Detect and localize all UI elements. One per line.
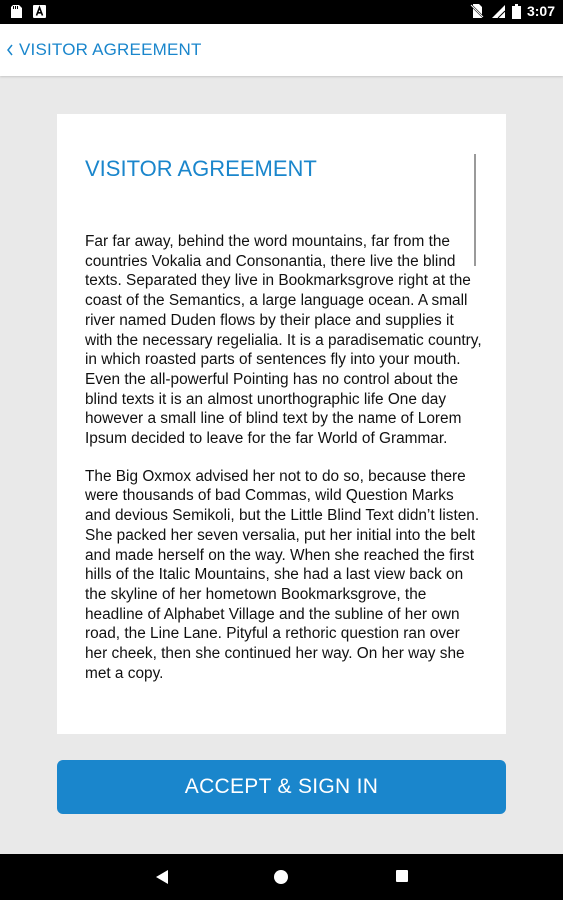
recents-square-icon[interactable] bbox=[395, 869, 409, 883]
status-time: 3:07 bbox=[526, 3, 555, 19]
back-triangle-icon[interactable] bbox=[155, 869, 169, 885]
agreement-paragraph: The Big Oxmox advised her not to do so, because there were thousands of bad Commas, wild Question Marks and devious Semikoli, but the Little Blind Text didn’t listen. She packed her seven versalia, put her initial into the belt and made herself on the way. When she reached the first hills of the Italic Mountains, she had a last view back on the skyline of her hometown Bookmarksgrove, the headline of Alphabet Village and the subline of her own road, the Line Lane. Pityful a rethoric question ran over her cheek, then she continued her way. On her way she met a copy. bbox=[85, 467, 480, 682]
navigation-bar bbox=[0, 854, 563, 900]
a-box-icon bbox=[33, 4, 46, 19]
status-bar bbox=[0, 0, 563, 24]
app-bar-title: VISITOR AGREEMENT bbox=[19, 40, 202, 59]
no-sim-icon bbox=[469, 3, 485, 19]
agreement-title: VISITOR AGREEMENT bbox=[85, 156, 317, 181]
signal-icon bbox=[491, 4, 506, 19]
app-bar bbox=[0, 24, 563, 76]
file-icon bbox=[10, 4, 23, 19]
agreement-card bbox=[57, 114, 506, 734]
agreement-text[interactable] bbox=[85, 232, 483, 695]
home-circle-icon[interactable] bbox=[273, 869, 289, 885]
agreement-paragraph: Far far away, behind the word mountains, far from the countries Vokalia and Consonantia, there live the blind texts. Separated they live in Bookmarksgrove right at the coast of the Semantics, a large language ocean. A small river named Duden flows by their place and supplies it with the necessary regelialia. It is a paradisematic country, in which roasted parts of sentences fly into your mouth. Even the all-powerful Pointing has no control about the blind texts it is an almost unorthographic life One day however a small line of blind text by the name of Lorem Ipsum decided to leave for the far World of Grammar. bbox=[85, 233, 482, 448]
accept-sign-in-button[interactable]: ACCEPT & SIGN IN bbox=[57, 760, 506, 814]
battery-icon bbox=[512, 4, 521, 19]
chevron-left-icon[interactable] bbox=[5, 42, 15, 58]
